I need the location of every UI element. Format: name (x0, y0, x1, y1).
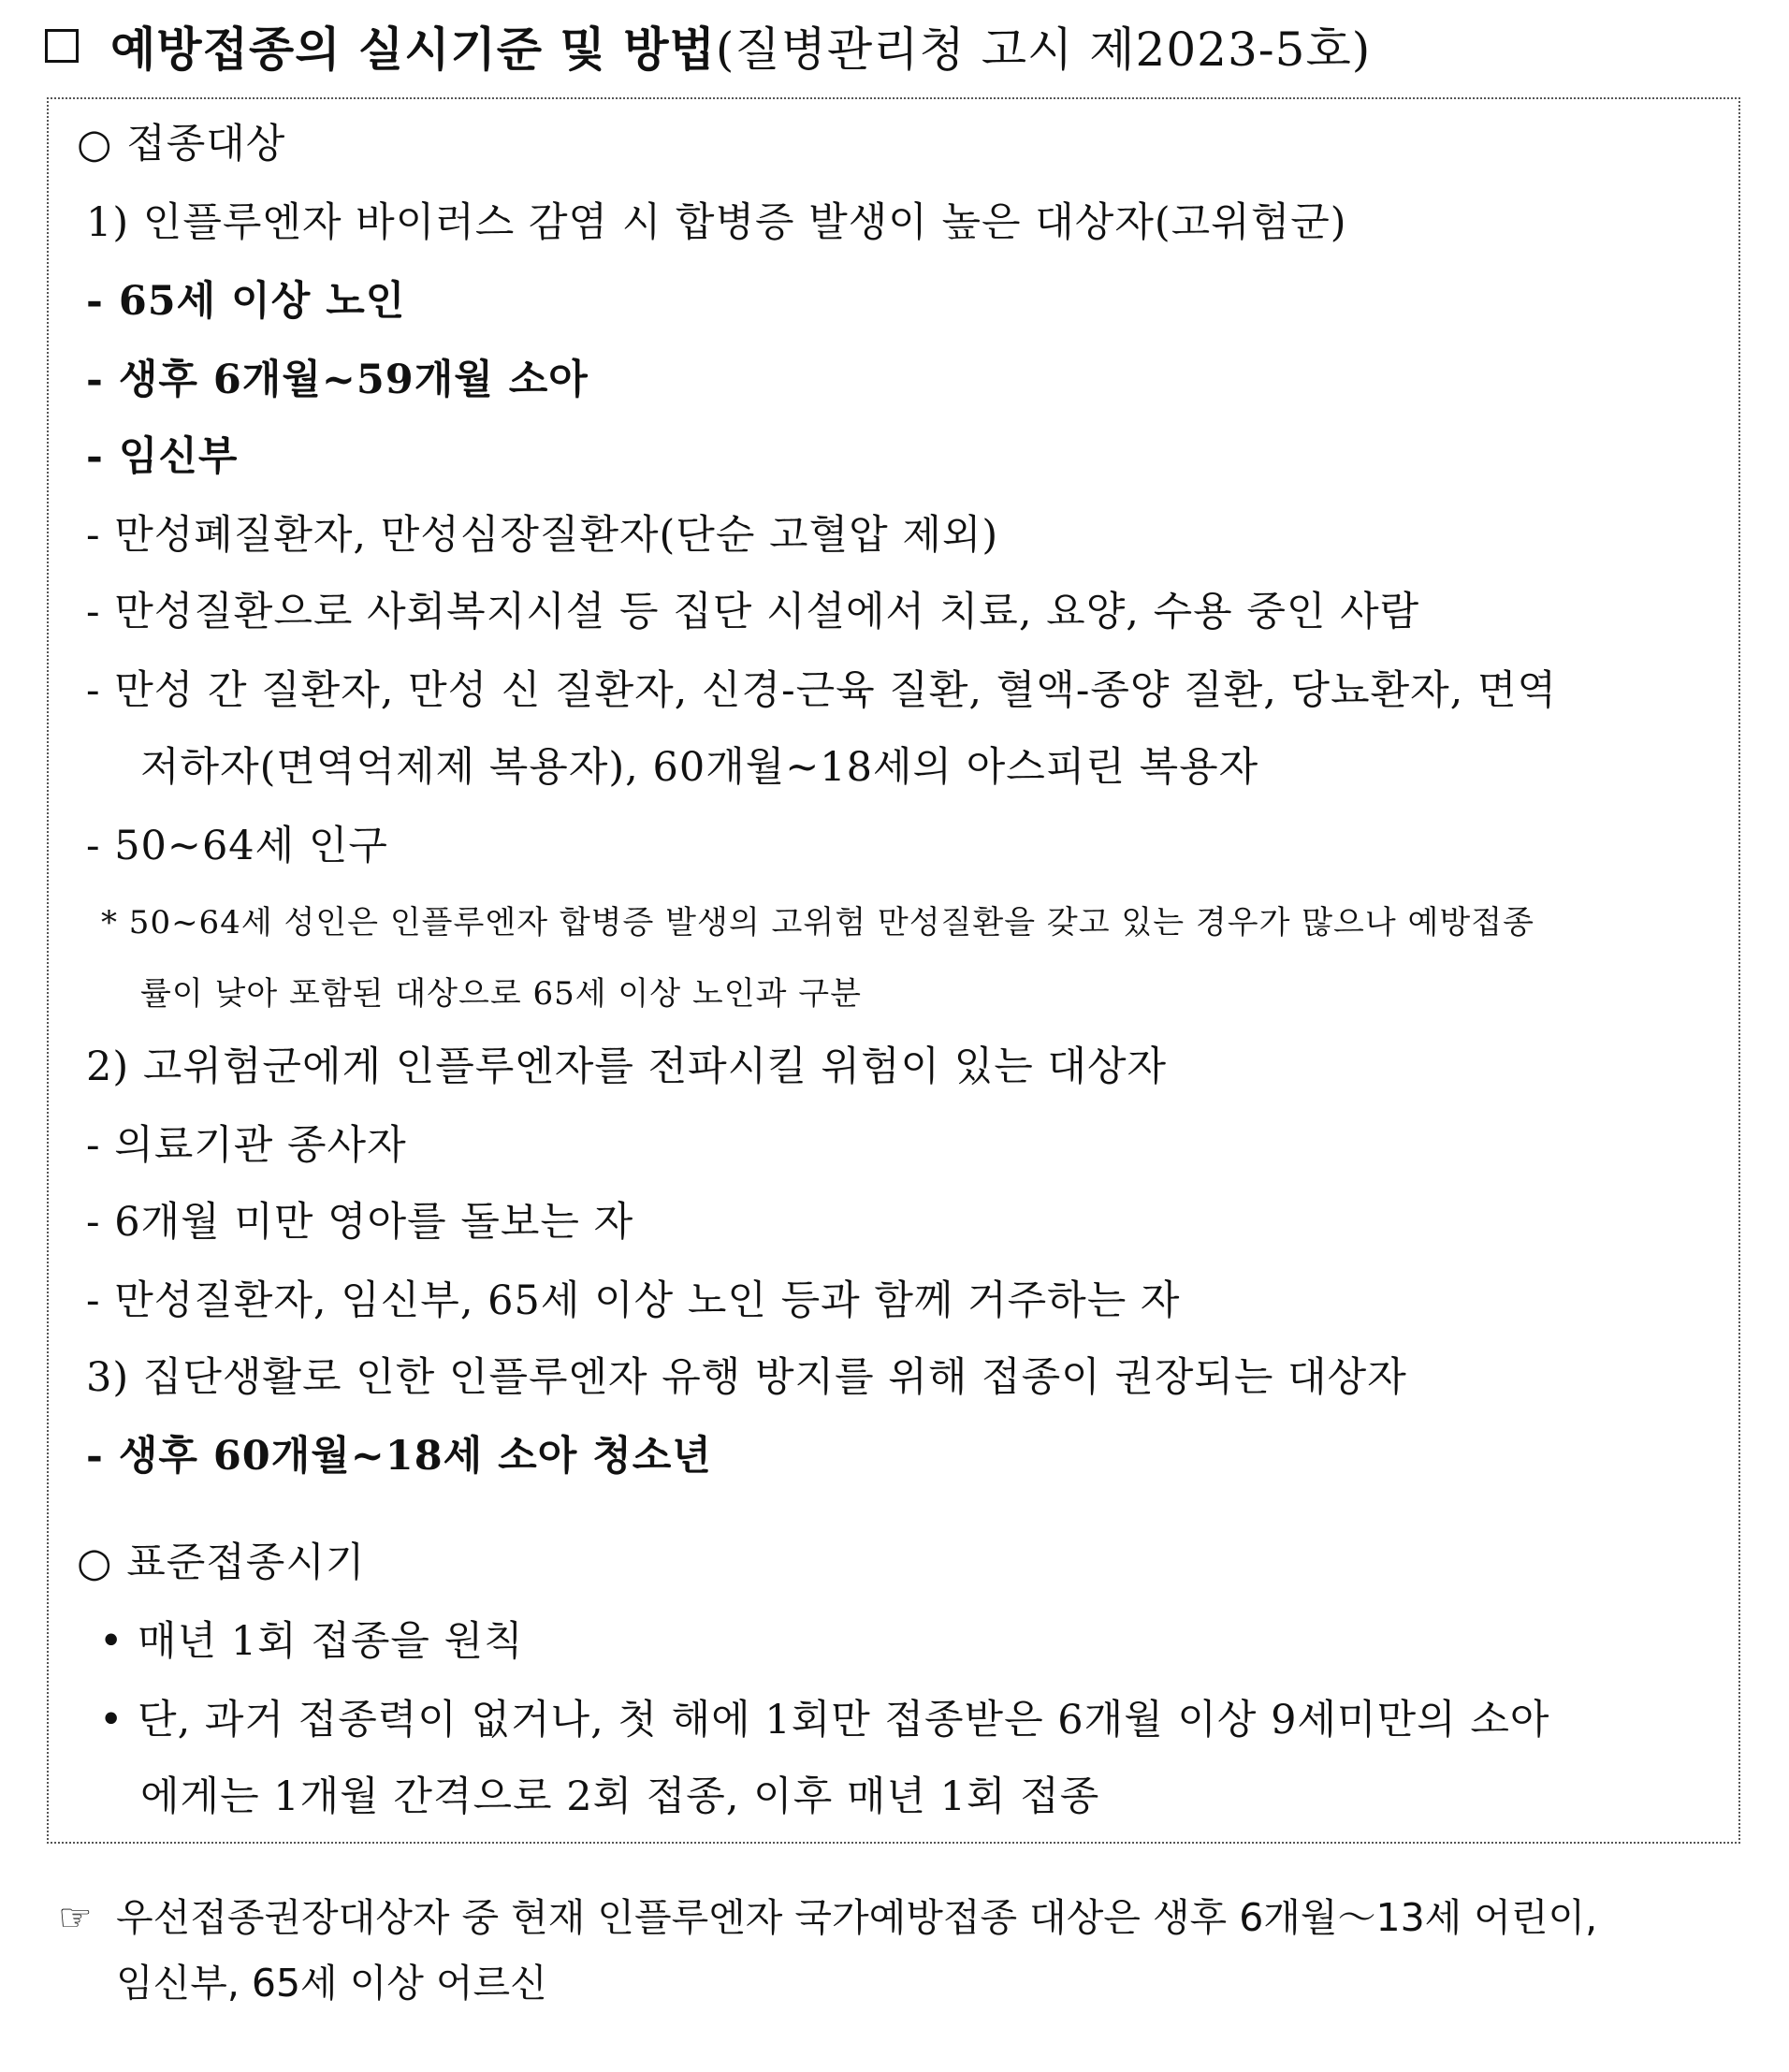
note-line-1: 우선접종권장대상자 중 현재 인플루엔자 국가예방접종 대상은 생후 6개월～13세 어린이, (116, 1895, 1598, 1940)
document-title (45, 13, 1371, 79)
section-heading-schedule: ○ 표준접종시기 (77, 1539, 366, 1586)
list-item: - 임신부 (86, 433, 239, 480)
subsection-1: 1) 인플루엔자 바이러스 감염 시 합병증 발생이 높은 대상자(고위험군) (86, 199, 1347, 246)
note-line-2: 임신부, 65세 이상 어르신 (116, 1961, 547, 2006)
section-heading-targets: ○ 접종대상 (77, 121, 286, 168)
subsection-2: 2) 고위험군에게 인플루엔자를 전파시킬 위험이 있는 대상자 (86, 1043, 1168, 1090)
subsection-3: 3) 집단생활로 인한 인플루엔자 유행 방지를 위해 접종이 권장되는 대상자 (86, 1354, 1407, 1401)
list-item: - 만성질환으로 사회복지시설 등 집단 시설에서 치료, 요양, 수용 중인 사람 (86, 589, 1420, 635)
list-item: - 생후 6개월~59개월 소아 (86, 357, 589, 403)
list-item: - 생후 60개월~18세 소아 청소년 (86, 1433, 712, 1480)
title-bold: 예방접종의 실시기준 및 방법 (110, 22, 716, 77)
list-item-continuation: 저하자(면역억제제 복용자), 60개월~18세의 아스피린 복용자 (140, 744, 1259, 791)
pointing-hand-icon: ☞ (58, 1895, 93, 1940)
list-item: - 65세 이상 노인 (86, 278, 406, 325)
list-item: - 6개월 미만 영아를 돌보는 자 (86, 1199, 634, 1246)
list-item: - 의료기관 종사자 (86, 1122, 407, 1169)
footnote: * 50~64세 성인은 인플루엔자 합병증 발생의 고위험 만성질환을 갖고 있는 경우가 많으나 예방접종 (101, 904, 1534, 941)
list-item: - 만성 간 질환자, 만성 신 질환자, 신경-근육 질환, 혈액-종양 질환, 당뇨환자, 면역 (86, 667, 1558, 714)
list-item: - 만성질환자, 임신부, 65세 이상 노인 등과 함께 거주하는 자 (86, 1277, 1181, 1324)
list-item: - 만성폐질환자, 만성심장질환자(단순 고혈압 제외) (86, 512, 999, 559)
title-reference: (질병관리청 고시 제2023-5호) (715, 22, 1372, 77)
checkbox-square-icon (45, 29, 79, 63)
list-item: - 50~64세 인구 (86, 823, 388, 869)
bullet-item-continuation: 에게는 1개월 간격으로 2회 접종, 이후 매년 1회 접종 (140, 1773, 1100, 1820)
note (58, 1885, 1597, 2016)
footnote-continuation: 률이 낮아 포함된 대상으로 65세 이상 노인과 구분 (140, 975, 862, 1013)
bullet-item: • 매년 1회 접종을 원칙 (99, 1618, 524, 1665)
bullet-item: • 단, 과거 접종력이 없거나, 첫 해에 1회만 접종받은 6개월 이상 9세미만의 소아 (99, 1697, 1550, 1744)
